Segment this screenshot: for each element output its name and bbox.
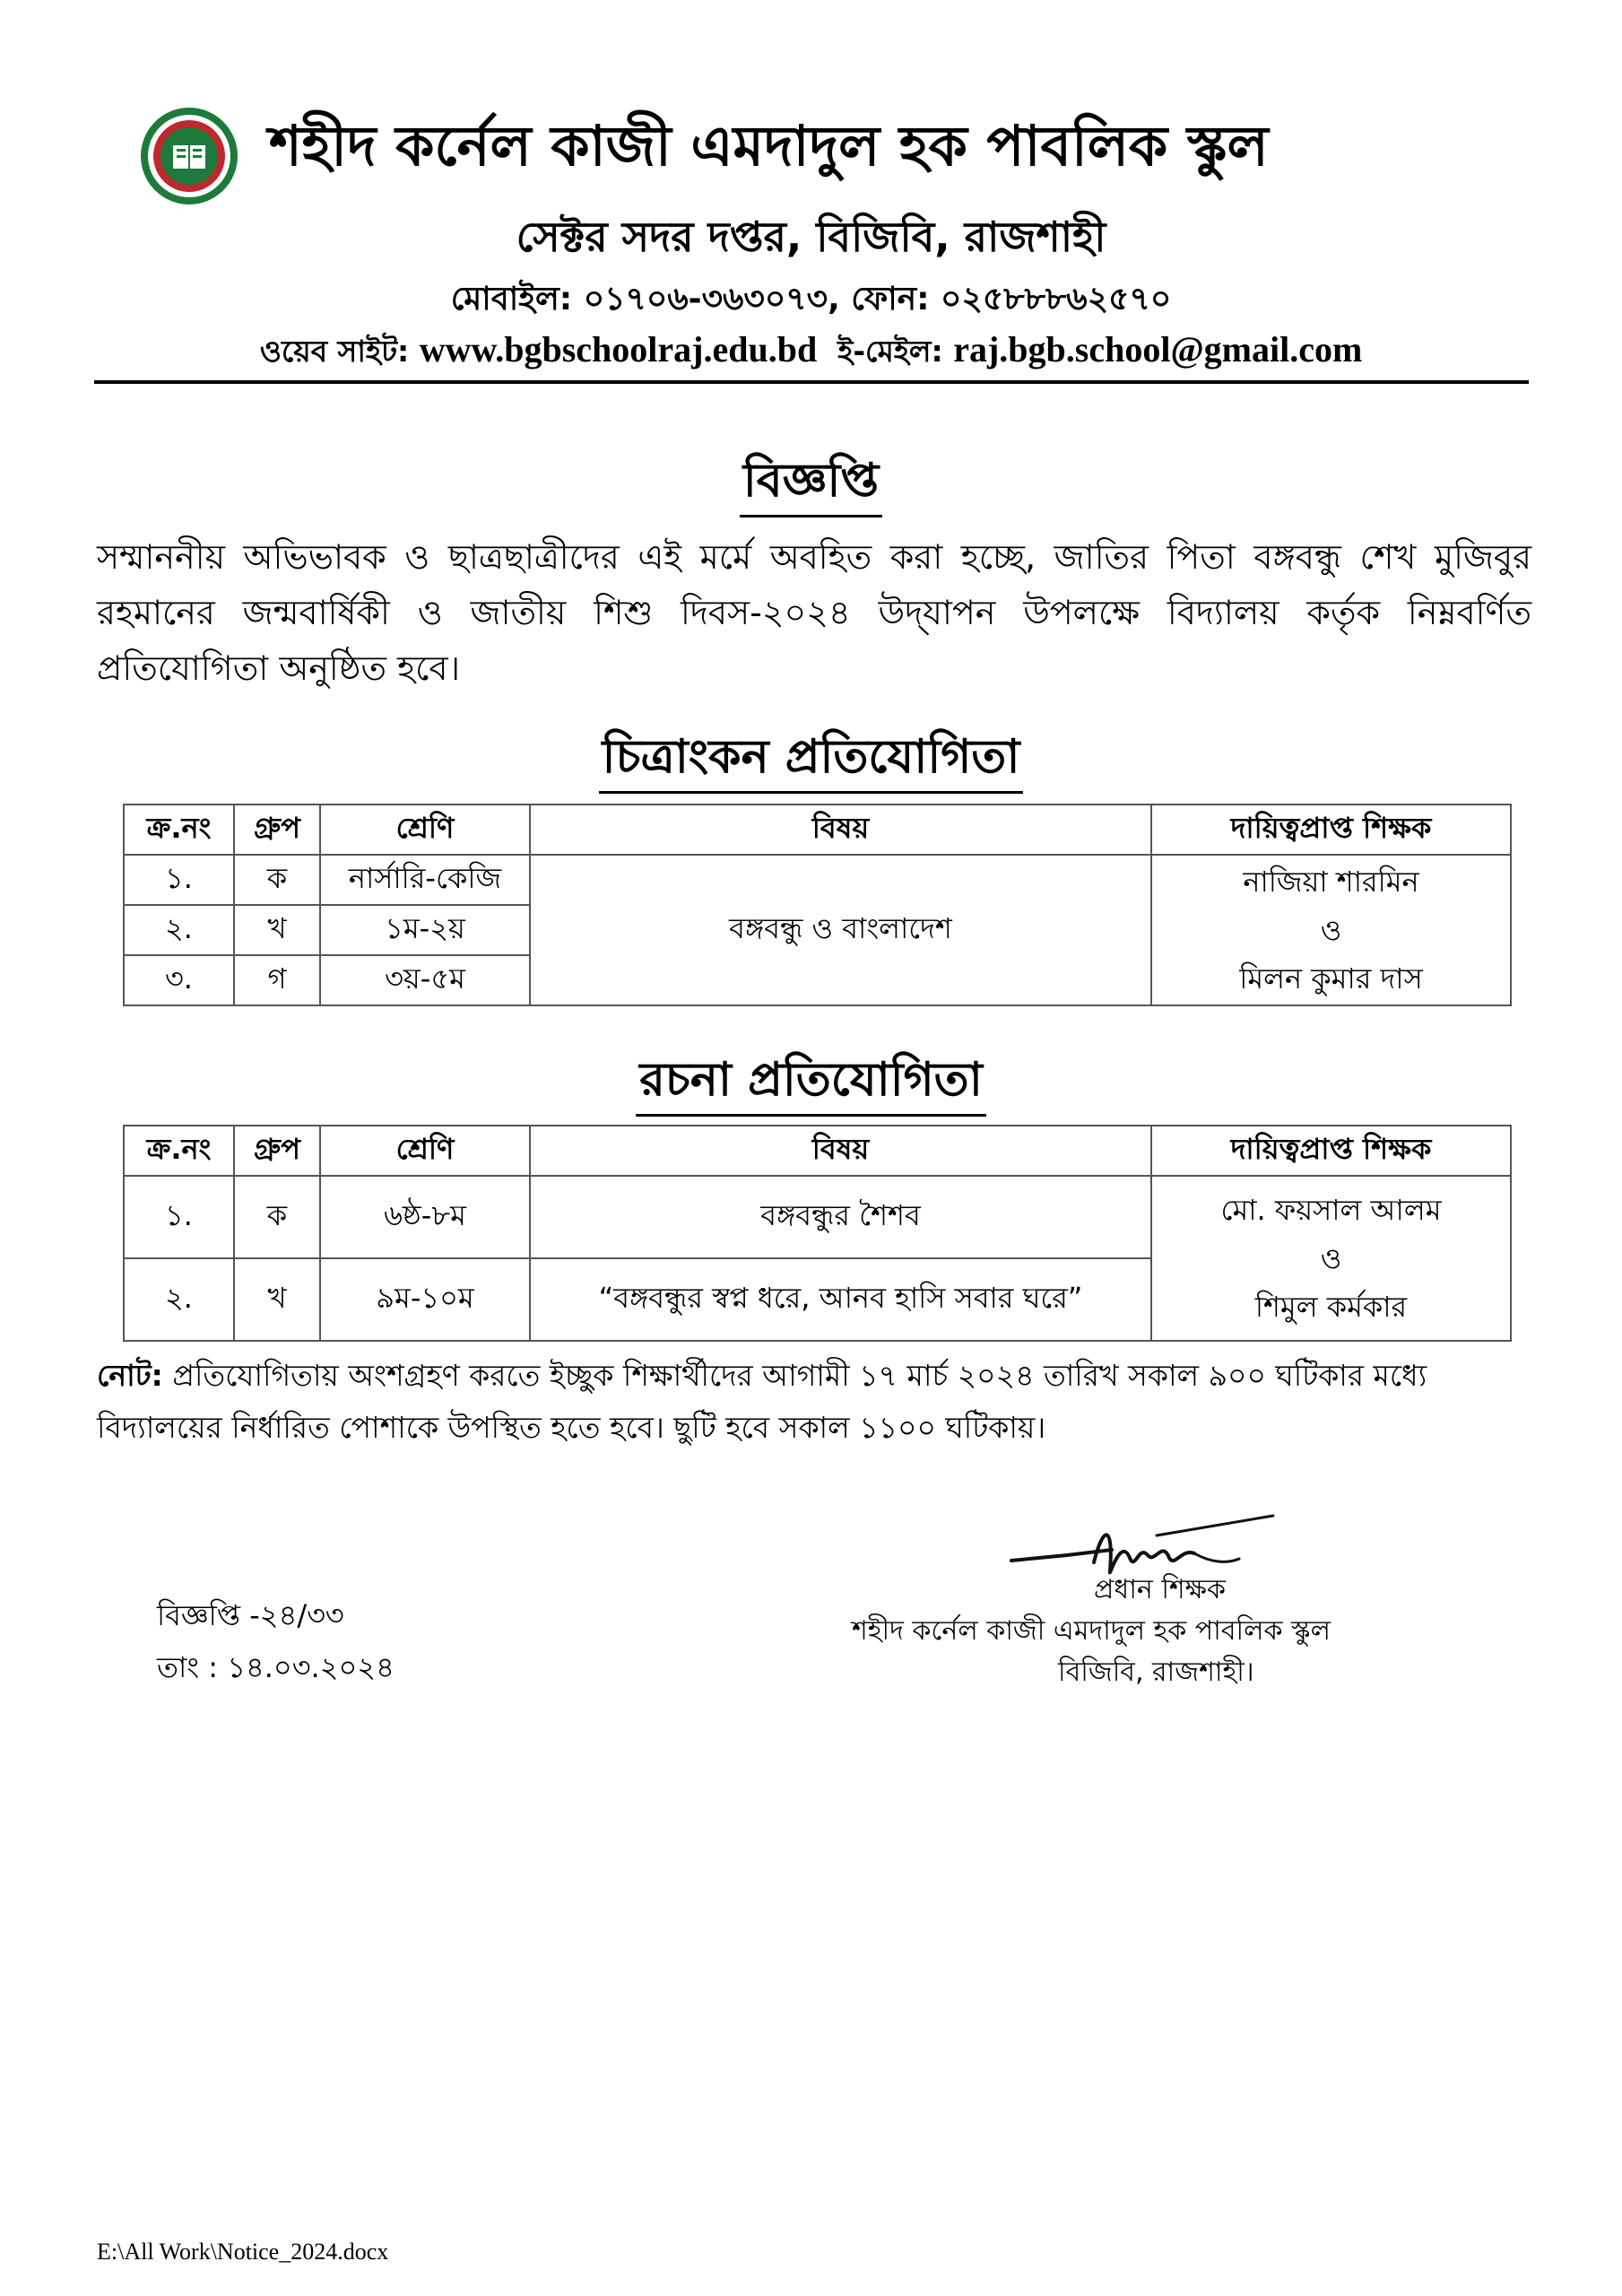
email-label: ই-মেইল: [837,334,943,369]
signatory-place: বিজিবি, রাজশাহী। [1058,1657,1254,1688]
teacher-name: নাজিয়া শারমিন [1243,865,1419,899]
cell-teachers [1151,855,1511,1005]
header-group: গ্রুপ [234,1126,320,1176]
cell-class: ৯ম-১০ম [320,1258,530,1341]
signatory-block [852,1570,1479,1693]
cell-serial: ১. [124,1176,234,1258]
cell-group: ক [234,855,320,905]
contact-numbers: মোবাইল: ০১৭০৬-৩৬৩০৭৩, ফোন: ০২৫৮৮৮৬২৫৭০ [450,281,1172,317]
note-paragraph [97,1350,1531,1454]
cell-serial: ২. [124,1258,234,1341]
school-name: শহীদ কর্নেল কাজী এমদাদুল হক পাবলিক স্কুল [269,113,1269,178]
school-address: সেক্টর সদর দপ্তর, বিজিবি, রাজশাহী [516,213,1106,261]
table-header-row [124,1126,1511,1176]
essay-competition-table [123,1125,1512,1342]
file-path: E:\All Work\Notice_2024.docx [97,2239,389,2265]
header-divider [94,380,1529,384]
cell-group: গ [234,955,320,1005]
signatory-designation: প্রধান শিক্ষক [1094,1574,1226,1605]
teacher-conjunction: ও [1320,1241,1342,1275]
header-group: গ্রুপ [234,804,320,855]
school-logo [139,106,239,206]
email-link[interactable]: raj.bgb.school@gmail.com [953,329,1363,370]
teacher-name: মো. ফয়সাল আলম [1220,1193,1442,1227]
cell-subject: বঙ্গবন্ধুর শৈশব [530,1176,1151,1258]
notice-body: সম্মাননীয় অভিভাবক ও ছাত্রছাত্রীদের এই মর্মে অবহিত করা হচ্ছে, জাতির পিতা বঙ্গবন্ধু শেখ মুজিবুর রহমানের জন্মবার্ষিকী ও জাতীয় শিশু দিবস-২০২৪ উদ্‌যাপন উপলক্ষে বিদ্যালয় কর্তৃক নিম্নবর্ণিত প্রতিযোগিতা অনুষ্ঠিত হবে। [97,537,1531,688]
drawing-competition-table [123,804,1512,1006]
header-serial: ক্র.নং [124,804,234,855]
header-class: শ্রেণি [320,1126,530,1176]
header-teacher: দায়িত্বপ্রাপ্ত শিক্ষক [1151,804,1511,855]
cell-group: খ [234,905,320,955]
essay-competition-title-text: রচনা প্রতিযোগিতা [636,1048,986,1117]
cell-serial: ৩. [124,955,234,1005]
cell-class: ৩য়-৫ম [320,955,530,1005]
drawing-competition-title-text: চিত্রাংকন প্রতিযোগিতা [599,725,1024,794]
notice-title [0,448,1622,517]
cell-class: নার্সারি-কেজি [320,855,530,905]
note-text: প্রতিযোগিতায় অংশগ্রহণ করতে ইচ্ছুক শিক্ষার্থীদের আগামী ১৭ মার্চ ২০২৪ তারিখ সকাল ৯০০ ঘটিকার মধ্যে বিদ্যালয়ের নির্ধারিত পোশাকে উপস্থিত হতে হবে। ছুটি হবে সকাল ১১০০ ঘটিকায়। [97,1358,1427,1445]
header-subject: বিষয় [530,804,1151,855]
cell-group: ক [234,1176,320,1258]
teacher-name: মিলন কুমার দাস [1239,961,1423,996]
cell-serial: ১. [124,855,234,905]
header-class: শ্রেণি [320,804,530,855]
cell-group: খ [234,1258,320,1341]
teacher-name: শিমুল কর্মকার [1254,1290,1408,1324]
table-row [124,855,1511,905]
cell-class: ৬ষ্ঠ-৮ম [320,1176,530,1258]
cell-class: ১ম-২য় [320,905,530,955]
reference-block [157,1589,395,1693]
header-serial: ক্র.নং [124,1126,234,1176]
table-header-row [124,804,1511,855]
reference-number: বিজ্ঞপ্তি -২৪/৩৩ [157,1598,344,1632]
signatory-school: শহীদ কর্নেল কাজী এমদাদুল হক পাবলিক স্কুল [852,1615,1331,1647]
cell-serial: ২. [124,905,234,955]
cell-subject: বঙ্গবন্ধু ও বাংলাদেশ [530,855,1151,1005]
header-teacher: দায়িত্বপ্রাপ্ত শিক্ষক [1151,1126,1511,1176]
table-row [124,1176,1511,1258]
website-label: ওয়েব সাইট: [259,334,410,369]
drawing-competition-title [0,725,1622,794]
note-label: নোট: [97,1358,163,1393]
reference-date: তাং : ১৪.০৩.২০২৪ [157,1650,395,1684]
essay-competition-title [0,1048,1622,1117]
website-link[interactable]: www.bgbschoolraj.edu.bd [419,329,818,370]
web-email-line [0,325,1622,377]
cell-teachers [1151,1176,1511,1341]
notice-title-text: বিজ্ঞপ্তি [740,448,882,517]
cell-subject: “বঙ্গবন্ধুর স্বপ্ন ধরে, আনব হাসি সবার ঘরে” [530,1258,1151,1341]
header-subject: বিষয় [530,1126,1151,1176]
teacher-conjunction: ও [1320,913,1342,947]
